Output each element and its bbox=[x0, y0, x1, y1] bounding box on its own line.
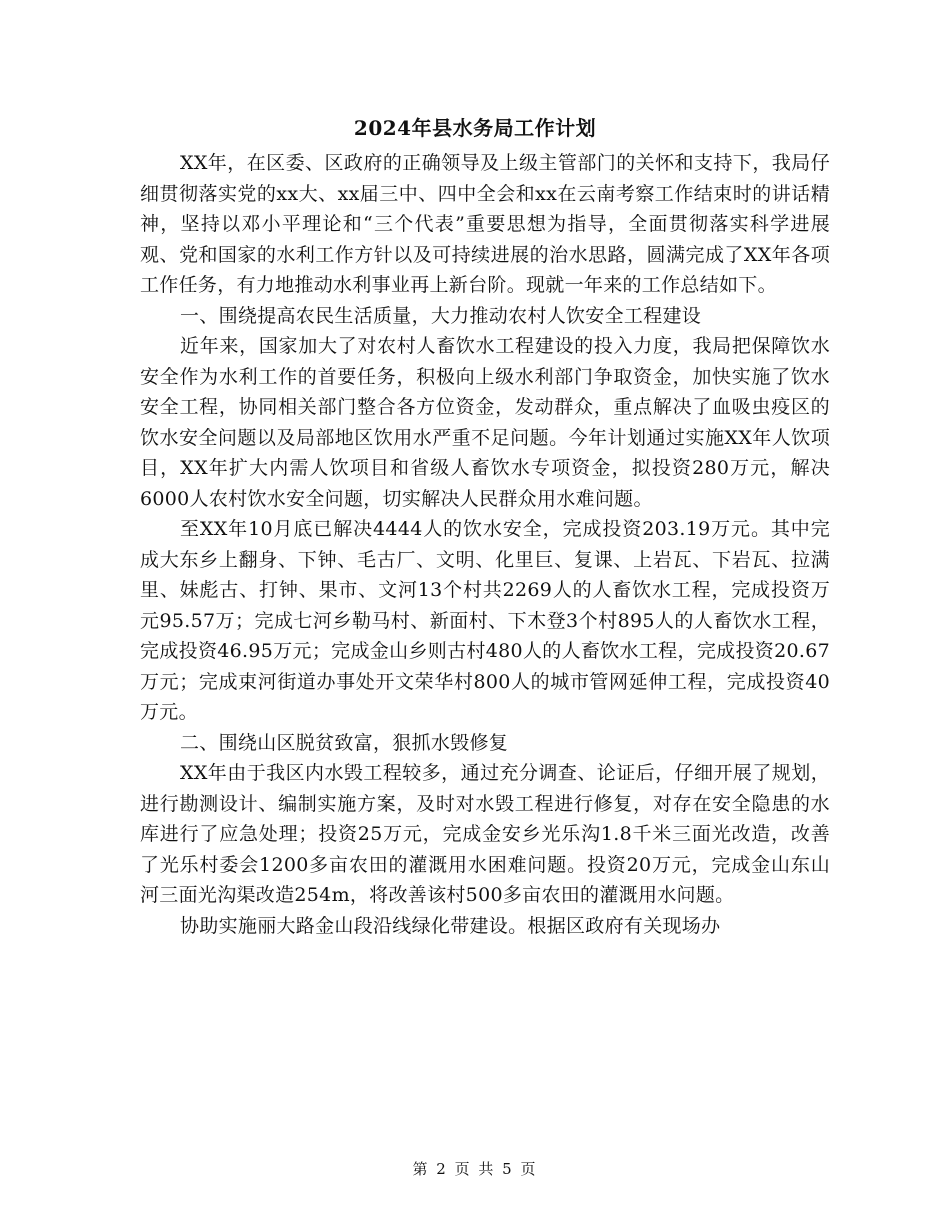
section-heading-2: 二、围绕山区脱贫致富，狠抓水毁修复 bbox=[180, 731, 509, 754]
page-number-footer: 第 2 页 共 5 页 bbox=[412, 1160, 538, 1178]
document-title: 2024年县水务局工作计划 bbox=[353, 116, 597, 140]
document-body bbox=[140, 148, 830, 941]
paragraph-greenbelt: 协助实施丽大路金山段沿线绿化带建设。根据区政府有关现场办 bbox=[180, 914, 721, 937]
paragraph-water-safety: 近年来，国家加大了对农村人畜饮水工程建设的投入力度，我局把保障饮水安全作为水利工作的首要任务，积极向上级水利部门争取资金，加快实施了饮水安全工程，协同相关部门整合各方位资金，发动群众，重点解决了血吸虫疫区的饮水安全问题以及局部地区饮用水严重不足问题。今年计划通过实施XX年人饮项目，XX年扩大内需人饮项目和省级人畜饮水专项资金，拟投资280万元，解决6000人农村饮水安全问题，切实解决人民群众用水难问题。 bbox=[140, 335, 830, 510]
paragraph-flood-repair: XX年由于我区内水毁工程较多，通过充分调查、论证后，仔细开展了规划，进行勘测设计、编制实施方案，及时对水毁工程进行修复，对存在安全隐患的水库进行了应急处理；投资25万元，完成金安乡光乐沟1.8千米三面光改造，改善了光乐村委会1200多亩农田的灌溉用水困难问题。投资20万元，完成金山东山河三面光沟渠改造254m，将改善该村500多亩农田的灌溉用水问题。 bbox=[140, 762, 830, 906]
section-heading-1: 一、围绕提高农民生活质量，大力推动农村人饮安全工程建设 bbox=[180, 304, 702, 327]
paragraph-progress: 至XX年10月底已解决4444人的饮水安全，完成投资203.19万元。其中完成大东乡上翻身、下钟、毛古厂、文明、化里巨、复课、上岩瓦、下岩瓦、拉满里、妹彪古、打钟、果市、文河13个村共2269人的人畜饮水工程，完成投资万元95.57万；完成七河乡勒马村、新面村、下木登3个村895人的人畜饮水工程，完成投资46.95万元；完成金山乡则古村480人的人畜饮水工程，完成投资20.67万元；完成束河街道办事处开文荣华村800人的城市管网延伸工程，完成投资40万元。 bbox=[140, 518, 830, 723]
paragraph-intro: XX年，在区委、区政府的正确领导及上级主管部门的关怀和支持下，我局仔细贯彻落实党的xx大、xx届三中、四中全会和xx在云南考察工作结束时的讲话精神，坚持以邓小平理论和“三个代表”重要思想为指导，全面贯彻落实科学进展观、党和国家的水利工作方针以及可持续进展的治水思路，圆满完成了XX年各项工作任务，有力地推动水利事业再上新台阶。现就一年来的工作总结如下。 bbox=[140, 152, 830, 296]
